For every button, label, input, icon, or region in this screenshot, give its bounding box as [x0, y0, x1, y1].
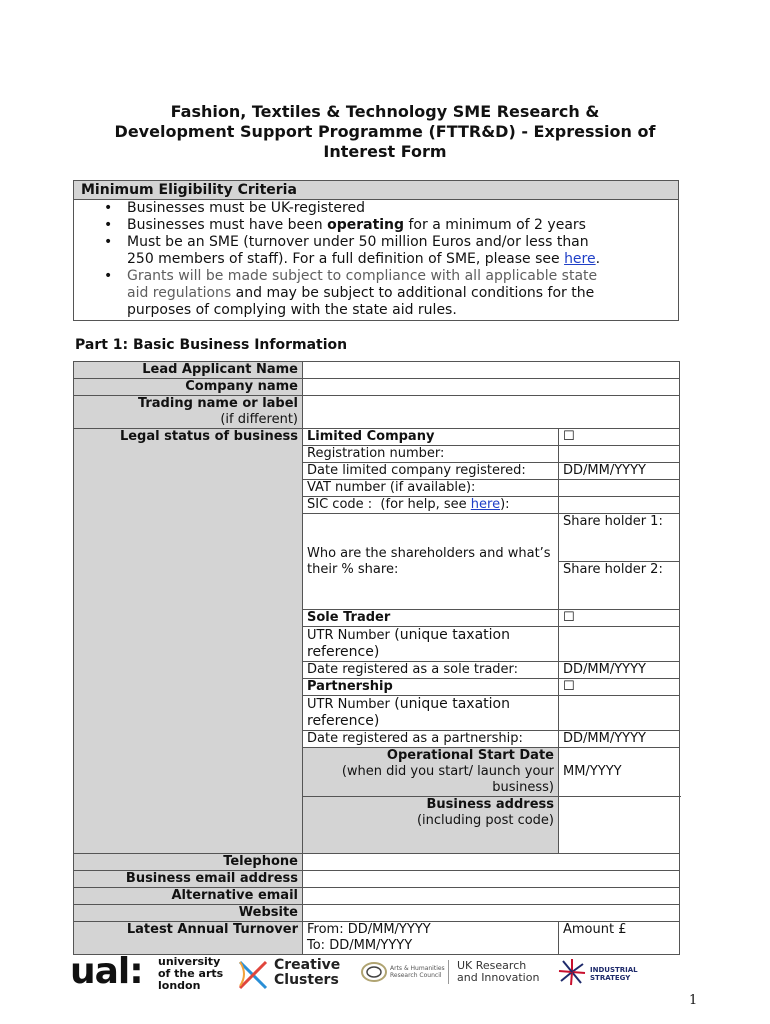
field-label: Company name	[74, 379, 303, 396]
bullet-icon: •	[104, 268, 113, 284]
limited-company-checkbox[interactable]: ☐	[559, 429, 680, 446]
page-number: 1	[689, 993, 698, 1008]
title-line: Interest Form	[323, 142, 447, 161]
criterion-text: and may be subject to additional conditions for the	[231, 285, 595, 301]
website-input[interactable]	[303, 905, 680, 922]
list-item	[74, 268, 678, 319]
criterion-text: Must be an SME (turnover under 50 million Euros and/or less than	[127, 234, 589, 250]
share-holder-1-input[interactable]: Share holder 1:	[559, 514, 680, 562]
field-label: Website	[74, 905, 303, 922]
vat-number-label: VAT number (if available):	[303, 480, 559, 497]
industrial-strategy-wordmark: INDUSTRIAL STRATEGY	[590, 966, 638, 982]
eligibility-box	[73, 180, 679, 321]
company-name-input[interactable]	[303, 379, 680, 396]
bullet-icon: •	[104, 200, 113, 216]
footer-logos	[70, 950, 690, 1000]
criterion-text: Businesses must be UK-registered	[127, 200, 365, 216]
creative-clusters-wordmark: Creative Clusters	[274, 957, 341, 988]
eligibility-list	[74, 200, 678, 320]
ual-mark: ual:	[70, 951, 143, 992]
sme-definition-link[interactable]: here	[564, 251, 596, 267]
criterion-text: aid regulations	[127, 285, 232, 301]
date-limited-label: Date limited company registered:	[303, 463, 559, 480]
creative-clusters-icon	[238, 958, 270, 990]
sic-code-label: SIC code : (for help, see here):	[303, 497, 559, 514]
criterion-emphasis: operating	[327, 217, 405, 233]
partnership-utr-input[interactable]	[559, 696, 680, 731]
list-item	[74, 217, 678, 234]
criterion-text: 250 members of staff). For a full definition of SME, please see	[127, 251, 565, 267]
vat-number-input[interactable]	[559, 480, 680, 497]
bullet-icon: •	[104, 234, 113, 250]
creative-clusters-logo	[238, 957, 341, 994]
eligibility-header: Minimum Eligibility Criteria	[74, 181, 678, 200]
partnership-checkbox[interactable]: ☐	[559, 679, 680, 696]
limited-company-label: Limited Company	[303, 429, 559, 446]
trading-name-input[interactable]	[303, 396, 680, 429]
sole-trader-utr-input[interactable]	[559, 627, 680, 662]
ahrc-icon	[360, 960, 388, 984]
business-info-table	[73, 361, 680, 955]
title-line: Fashion, Textiles & Technology SME Research &	[170, 102, 600, 121]
list-item	[74, 234, 678, 268]
registration-number-label: Registration number:	[303, 446, 559, 463]
op-start-input[interactable]: MM/YYYY	[559, 748, 680, 797]
turnover-period-input[interactable]: From: DD/MM/YYYY To: DD/MM/YYYY	[303, 922, 559, 955]
partnership-label: Partnership	[303, 679, 559, 696]
ual-logo	[70, 951, 224, 992]
page-title	[70, 102, 700, 162]
ukri-logo: UK Research and Innovation	[448, 960, 539, 984]
telephone-input[interactable]	[303, 854, 680, 871]
field-label: Legal status of business	[74, 429, 303, 854]
field-label: Alternative email	[74, 888, 303, 905]
sole-trader-checkbox[interactable]: ☐	[559, 610, 680, 627]
registration-number-input[interactable]	[559, 446, 680, 463]
section-heading: Part 1: Basic Business Information	[75, 337, 348, 353]
business-address-input[interactable]	[559, 797, 680, 854]
business-email-input[interactable]	[303, 871, 680, 888]
criterion-text: purposes of complying with the state aid rules.	[127, 302, 457, 318]
date-sole-label: Date registered as a sole trader:	[303, 662, 559, 679]
field-label: Telephone	[74, 854, 303, 871]
lead-applicant-input[interactable]	[303, 362, 680, 379]
utr-label: UTR Number (unique taxation reference)	[303, 696, 559, 731]
list-item	[74, 200, 678, 217]
date-limited-input[interactable]: DD/MM/YYYY	[559, 463, 680, 480]
industrial-strategy-logo	[558, 958, 638, 990]
alt-email-input[interactable]	[303, 888, 680, 905]
field-label: Latest Annual Turnover	[74, 922, 303, 955]
field-label: Business email address	[74, 871, 303, 888]
ahrc-wordmark: Arts & Humanities Research Council	[390, 965, 445, 979]
field-label: Lead Applicant Name	[74, 362, 303, 379]
field-label: Trading name or label (if different)	[74, 396, 303, 429]
criterion-text: Grants will be made subject to compliance with all applicable state	[127, 268, 598, 284]
criterion-text: .	[595, 251, 601, 267]
date-sole-input[interactable]: DD/MM/YYYY	[559, 662, 680, 679]
field-label: Business address (including post code)	[303, 797, 559, 854]
ual-wordmark: university of the arts london	[158, 955, 224, 992]
bullet-icon: •	[104, 217, 113, 233]
share-holder-2-input[interactable]: Share holder 2:	[559, 562, 680, 610]
field-label: Operational Start Date (when did you start/ launch your business)	[303, 748, 559, 797]
turnover-amount-input[interactable]: Amount £	[559, 922, 680, 955]
criterion-text: for a minimum of 2 years	[404, 217, 586, 233]
ahrc-logo	[360, 960, 445, 988]
sic-code-input[interactable]	[559, 497, 680, 514]
sic-help-link[interactable]: here	[470, 497, 501, 512]
utr-label: UTR Number (unique taxation reference)	[303, 627, 559, 662]
industrial-strategy-icon	[558, 958, 586, 986]
shareholders-question: Who are the shareholders and what’s their % share:	[303, 514, 559, 610]
title-line: Development Support Programme (FTTR&D) - Expression of	[114, 122, 656, 141]
sole-trader-label: Sole Trader	[303, 610, 559, 627]
date-partnership-input[interactable]: DD/MM/YYYY	[559, 731, 680, 748]
date-partnership-label: Date registered as a partnership:	[303, 731, 559, 748]
criterion-text: Businesses must have been	[127, 217, 328, 233]
